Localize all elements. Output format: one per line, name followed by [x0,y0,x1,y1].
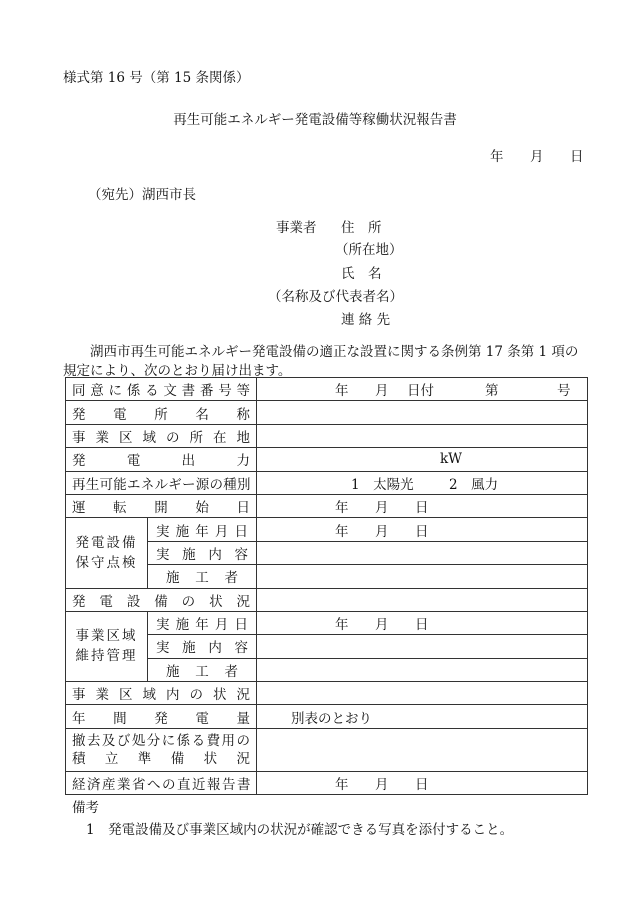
maintenance-day: 日 [415,523,429,540]
area-date-label: 実施年月日 [148,611,257,634]
table-row [66,518,588,541]
removal-reserve-line1: 撤去及び処分に係る費用の [72,732,250,749]
plant-name-value [257,401,588,424]
table-row [66,588,588,611]
equipment-status-label: 発電設備の状況 [66,588,257,611]
meti-year: 年 [335,777,349,794]
table-row [66,771,588,794]
source-type-value [257,471,588,494]
area-month: 月 [375,617,389,634]
consent-doc-value [257,378,588,401]
maintenance-content-value [257,541,588,564]
maintenance-contractor-value [257,565,588,588]
meti-report-value [257,771,588,794]
removal-reserve-value [257,728,588,771]
start-day: 日 [415,500,429,517]
remarks-label: 備考 [72,800,99,816]
maintenance-date-label: 実施年月日 [148,518,257,541]
start-date-label: 運転開始日 [66,494,257,517]
maintenance-year: 年 [335,523,349,540]
output-unit: kW [440,451,463,468]
area-status-value [257,682,588,705]
removal-reserve-line2: 積立準備状況 [72,750,250,767]
maintenance-content-label: 実施内容 [148,541,257,564]
area-status-label: 事業区域内の状況 [66,682,257,705]
business-operator-label: 事業者 [276,220,317,236]
area-content-label: 実施内容 [148,635,257,658]
source-type-label: 再生可能エネルギー源の種別 [66,471,257,494]
annual-generation-text: 別表のとおり [291,710,372,727]
consent-no: 第 [485,383,499,400]
table-row [66,705,588,728]
meti-month: 月 [375,777,389,794]
table-row [66,424,588,447]
name-label: 氏 名 [341,266,382,282]
area-management-group-line2: 維持管理 [75,648,138,665]
output-value [257,448,588,471]
table-row [66,448,588,471]
date-month: 月 [530,149,544,165]
date-year: 年 [490,149,504,165]
start-year: 年 [335,500,349,517]
plant-name-label: 発電所名称 [66,401,257,424]
table-row [66,401,588,424]
annual-generation-value [257,705,588,728]
removal-reserve-label [66,728,257,771]
output-label: 発電出力 [66,448,257,471]
area-contractor-label: 施工者 [148,658,257,681]
source-option-solar: 1 太陽光 [351,476,414,493]
consent-go: 号 [557,383,571,400]
table-row [66,494,588,517]
maintenance-group-label [66,518,148,588]
address-label: 住 所 [341,220,382,236]
area-contractor-value [257,658,588,681]
maintenance-group-line1: 発電設備 [75,534,138,551]
meti-day: 日 [415,777,429,794]
area-date-value [257,611,588,634]
annual-generation-label: 年間発電量 [66,705,257,728]
form-number: 様式第 16 号（第 15 条関係） [63,70,250,86]
area-location-value [257,424,588,447]
intro-paragraph: 湖西市再生可能エネルギー発電設備の適正な設置に関する条例第 17 条第 1 項の規定により、次のとおり届け出ます。 [63,344,579,379]
date-day: 日 [570,149,584,165]
consent-year: 年 [335,383,349,400]
name-sublabel: （名称及び代表者名） [268,289,403,305]
area-day: 日 [415,617,429,634]
start-date-value [257,494,588,517]
remarks-note-1: 1 発電設備及び事業区域内の状況が確認できる写真を添付すること。 [86,822,514,838]
area-content-value [257,635,588,658]
addressee: （宛先）湖西市長 [88,187,196,203]
equipment-status-value [257,588,588,611]
maintenance-month: 月 [375,523,389,540]
meti-report-label: 経済産業省への直近報告書 [66,771,257,794]
document-title: 再生可能エネルギー発電設備等稼働状況報告書 [173,112,457,128]
consent-dated: 日付 [407,383,434,400]
report-table [65,377,588,795]
consent-doc-label: 同意に係る文書番号等 [66,378,257,401]
maintenance-contractor-label: 施工者 [148,565,257,588]
area-management-group-line1: 事業区域 [75,628,138,645]
area-year: 年 [335,617,349,634]
area-management-group-label [66,611,148,681]
address-sublabel: （所在地） [335,242,403,258]
contact-label: 連 絡 先 [341,312,391,328]
consent-month: 月 [375,383,389,400]
source-option-wind: 2 風力 [449,476,499,493]
maintenance-group-line2: 保守点検 [75,554,138,571]
table-row [66,682,588,705]
table-row [66,611,588,634]
table-row [66,728,588,771]
start-month: 月 [375,500,389,517]
table-row [66,378,588,401]
table-row [66,471,588,494]
area-location-label: 事業区域の所在地 [66,424,257,447]
maintenance-date-value [257,518,588,541]
